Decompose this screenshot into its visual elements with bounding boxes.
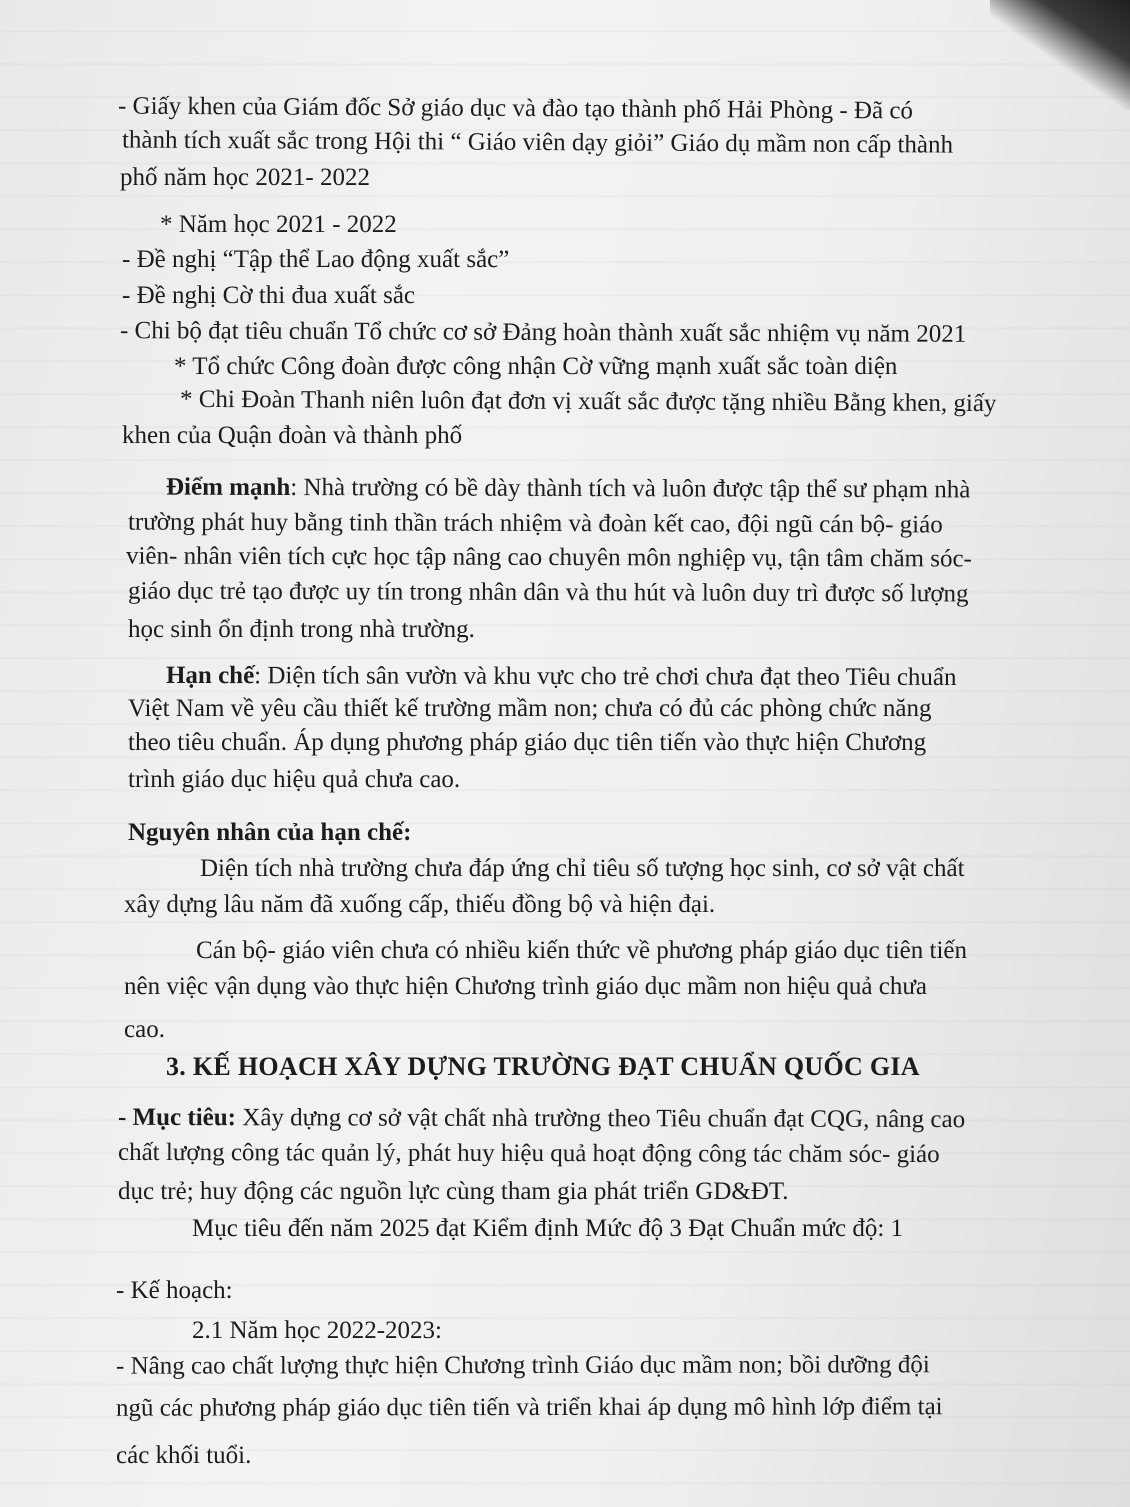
youth-union-line-1: * Chi Đoàn Thanh niên luôn đạt đơn vị xuất sắc được tặng nhiều Bằng khen, giấy <box>179 385 997 418</box>
causes-line-3: Cán bộ- giáo viên chưa có nhiều kiến thức về phương pháp giáo dục tiên tiến <box>196 937 968 964</box>
school-year-heading: * Năm học 2021 - 2022 <box>160 211 397 238</box>
objective-first-line <box>118 1103 965 1135</box>
plan-line-3: các khối tuổi. <box>116 1442 252 1469</box>
causes-line-1: Diện tích nhà trường chưa đáp ứng chỉ tiêu số tượng học sinh, cơ sở vật chất <box>200 855 965 882</box>
limitations-line-2: Việt Nam về yêu cầu thiết kế trường mầm non; chưa có đủ các phòng chức năng <box>128 695 932 722</box>
award-line-3: phố năm học 2021- 2022 <box>120 164 370 191</box>
limitations-line-4: trình giáo dục hiệu quả chưa cao. <box>128 766 461 793</box>
target-2025-line: Mục tiêu đến năm 2025 đạt Kiểm định Mức độ 3 Đạt Chuẩn mức độ: 1 <box>192 1215 904 1242</box>
strengths-first-line <box>166 473 971 506</box>
limitations-first-text: : Diện tích sân vườn và khu vực cho trẻ chơi chưa đạt theo Tiêu chuẩn <box>254 662 957 692</box>
objective-line-2: chất lượng công tác quản lý, phát huy hiệu quả hoạt động công tác chăm sóc- giáo <box>117 1138 940 1169</box>
union-line: * Tổ chức Công đoàn được công nhận Cờ vững mạnh xuất sắc toàn diện <box>174 353 898 380</box>
plan-label: - Kế hoạch: <box>116 1277 233 1304</box>
school-year-2022-2023: 2.1 Năm học 2022-2023: <box>192 1317 442 1344</box>
objective-first-text: Xây dựng cơ sở vật chất nhà trường theo Tiêu chuẩn đạt CQG, nâng cao <box>235 1104 966 1134</box>
proposal-line-2: - Đề nghị Cờ thi đua xuất sắc <box>122 282 416 309</box>
limitations-line-3: theo tiêu chuẩn. Áp dụng phương pháp giáo dục tiên tiến vào thực hiện Chương <box>128 729 927 756</box>
section-3-heading: 3. KẾ HOẠCH XÂY DỰNG TRƯỜNG ĐẠT CHUẨN QUỐC GIA <box>166 1052 920 1081</box>
objective-line-3: dục trẻ; huy động các nguồn lực cùng tham gia phát triển GD&ĐT. <box>118 1178 789 1205</box>
limitations-first-line <box>166 661 957 693</box>
strengths-label: Điểm mạnh <box>165 473 291 502</box>
proposal-line-1: - Đề nghị “Tập thể Lao động xuất sắc” <box>122 246 510 273</box>
strengths-line-4: giáo dục trẻ tạo được uy tín trong nhân dân và thu hút và luôn duy trì được số lượng <box>127 577 969 608</box>
plan-line-2: ngũ các phương pháp giáo dục tiên tiến và triển khai áp dụng mô hình lớp điểm tại <box>115 1393 943 1422</box>
causes-line-4: nên việc vận dụng vào thực hiện Chương trình giáo dục mầm non hiệu quả chưa <box>124 973 927 1000</box>
strengths-line-2: trường phát huy bằng tinh thần trách nhiệm và đoàn kết cao, đội ngũ cán bộ- giáo <box>127 508 943 539</box>
plan-line-1: - Nâng cao chất lượng thực hiện Chương trình Giáo dục mầm non; bồi dưỡng đội <box>115 1351 930 1380</box>
causes-line-5: cao. <box>124 1016 165 1043</box>
award-line-1: - Giấy khen của Giám đốc Sở giáo dục và đào tạo thành phố Hải Phòng - Đã có <box>117 92 914 125</box>
youth-union-line-2: khen của Quận đoàn và thành phố <box>122 422 463 449</box>
objective-label: - Mục tiêu: <box>117 1103 237 1132</box>
causes-title: Nguyên nhân của hạn chế: <box>128 819 412 846</box>
strengths-first-text: : Nhà trường có bề dày thành tích và luôn được tập thể sư phạm nhà <box>290 474 971 504</box>
party-cell-line: - Chi bộ đạt tiêu chuẩn Tổ chức cơ sở Đảng hoàn thành xuất sắc nhiệm vụ năm 2021 <box>119 317 967 348</box>
award-line-2: thành tích xuất sắc trong Hội thi “ Giáo viên dạy giỏi” Giáo dụ mầm non cấp thành <box>121 126 954 159</box>
causes-line-2: xây dựng lâu năm đã xuống cấp, thiếu đồng bộ và hiện đại. <box>124 891 716 918</box>
limitations-label: Hạn chế <box>165 661 255 690</box>
strengths-line-5: học sinh ổn định trong nhà trường. <box>128 616 475 643</box>
strengths-line-3: viên- nhân viên tích cực học tập nâng cao chuyên môn nghiệp vụ, tận tâm chăm sóc- <box>125 542 972 573</box>
